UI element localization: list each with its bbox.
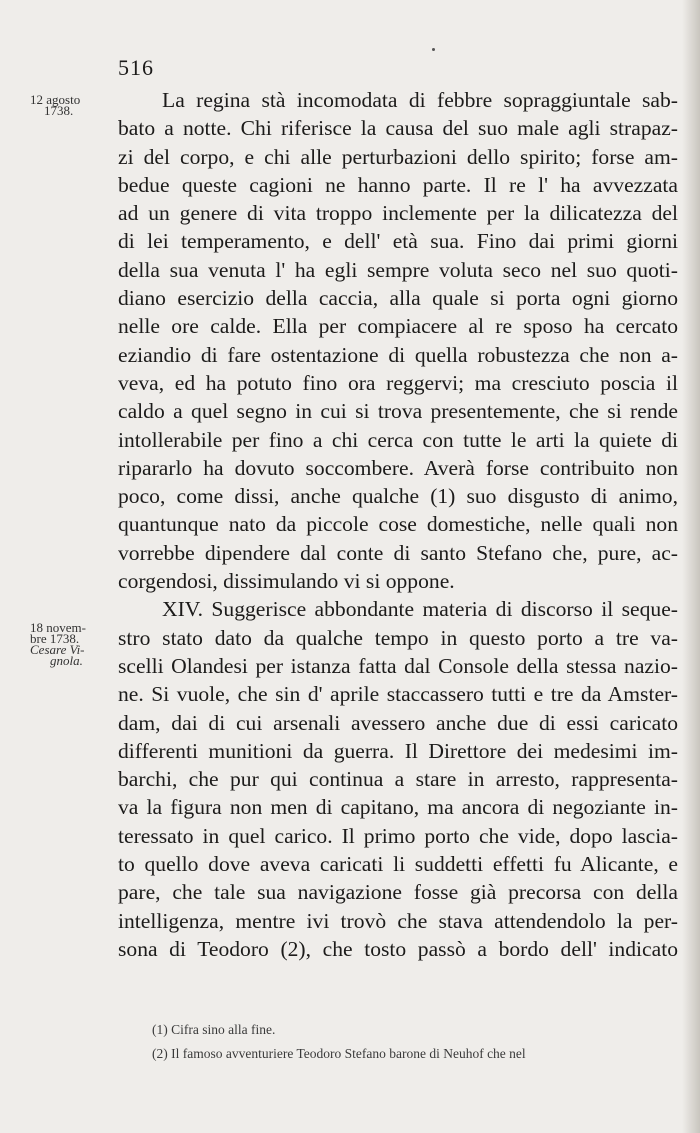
- text-line: teressato in quel carico. Il primo porto che vide, dopo lascia-: [118, 823, 678, 848]
- page-speck: [432, 48, 435, 51]
- page-number: 516: [118, 55, 154, 80]
- footnote-1: (1) Cifra sino alla fine.: [152, 1022, 276, 1037]
- text-line: va la figura non men di capitano, ma ancora di negoziante in-: [118, 795, 678, 820]
- footnotes: [152, 1018, 692, 1066]
- text-line: quantunque nato da piccole cose domestiche, nelle quali non: [118, 512, 678, 537]
- text-line: della sua venuta l' ha egli sempre voluta seco nel suo quoti-: [118, 257, 678, 282]
- text-line: pare, che tale sua navigazione fosse già precorsa con della: [118, 880, 678, 905]
- text-line: nelle ore calde. Ella per compiacere al re sposo ha cercato: [118, 314, 678, 339]
- text-line: caldo a quel segno in cui si trova presentemente, che si rende: [118, 399, 678, 424]
- text-line: intollerabile per fino a chi cerca con tutte le arti la quiete di: [118, 427, 678, 452]
- margin-note-date-1: [30, 94, 110, 116]
- text-line: scelli Olandesi per istanza fatta dal Console della stessa nazio-: [118, 653, 678, 678]
- text-line: poco, come dissi, anche qualche (1) suo disgusto di animo,: [118, 484, 678, 509]
- text-line: veva, ed ha potuto fino ora reggervi; ma cresciuto poscia il: [118, 370, 678, 395]
- margin-note-line: 1738.: [44, 103, 74, 118]
- text-line: ripararlo ha dovuto soccombere. Averà forse contribuito non: [118, 455, 678, 480]
- text-line: stro stato dato da qualche tempo in questo porto a tre va-: [118, 625, 678, 650]
- margin-note-line: gnola.: [50, 653, 83, 668]
- text-line: zi del corpo, e chi alle perturbazioni dello spirito; forse am-: [118, 144, 678, 169]
- text-line: ne. Si vuole, che sin d' aprile staccassero tutti e tre da Amster-: [118, 682, 678, 707]
- text-line: bedue queste cagioni ne hanno parte. Il re l' ha avvezzata: [118, 172, 678, 197]
- paragraph-2: [118, 595, 678, 963]
- text-line: intelligenza, mentre ivi trovò che stava attendendolo la per-: [118, 908, 678, 933]
- paragraph-1: [118, 86, 678, 595]
- margin-note-line: 12 agosto: [30, 92, 81, 107]
- text-line: sona di Teodoro (2), che tosto passò a bordo dell' indicato: [118, 936, 678, 961]
- body-text: [118, 86, 678, 963]
- text-line: differenti munitioni da guerra. Il Direttore dei medesimi im-: [118, 738, 678, 763]
- text-line: XIV. Suggerisce abbondante materia di discorso il seque-: [162, 597, 678, 622]
- margin-note-date-2: [30, 622, 110, 666]
- text-line: barchi, che pur qui continua a stare in arresto, rappresenta-: [118, 767, 678, 792]
- text-line: corgendosi, dissimulando vi si oppone.: [118, 569, 455, 594]
- text-line: bato a notte. Chi riferisce la causa del suo male agli strapaz-: [118, 116, 678, 141]
- text-line: La regina stà incomodata di febbre sopraggiuntale sab-: [162, 88, 678, 112]
- margin-note-line: bre 1738.: [30, 631, 80, 646]
- text-line: eziandio di fare ostentazione di quella robustezza che non a-: [118, 342, 678, 367]
- text-line: dam, dai di cui arsenali avessero anche due di essi caricato: [118, 710, 678, 735]
- footnote-2: (2) Il famoso avventuriere Teodoro Stefano barone di Neuhof che nel: [152, 1046, 526, 1061]
- margin-note-line: 18 novem-: [30, 620, 86, 635]
- margin-note-line: Cesare Vi-: [30, 642, 85, 657]
- text-line: to quello dove aveva caricati li suddetti effetti fu Alicante, e: [118, 852, 678, 877]
- text-line: diano esercizio della caccia, alla quale si porta ogni giorno: [118, 286, 678, 311]
- text-line: di lei temperamento, e dell' età sua. Fino dai primi giorni: [118, 229, 678, 254]
- page-edge-shadow: [682, 0, 700, 1133]
- text-line: vorrebbe dipendere dal conte di santo Stefano che, pure, ac-: [118, 540, 678, 565]
- text-line: ad un genere di vita troppo inclemente per la dilicatezza del: [118, 201, 678, 226]
